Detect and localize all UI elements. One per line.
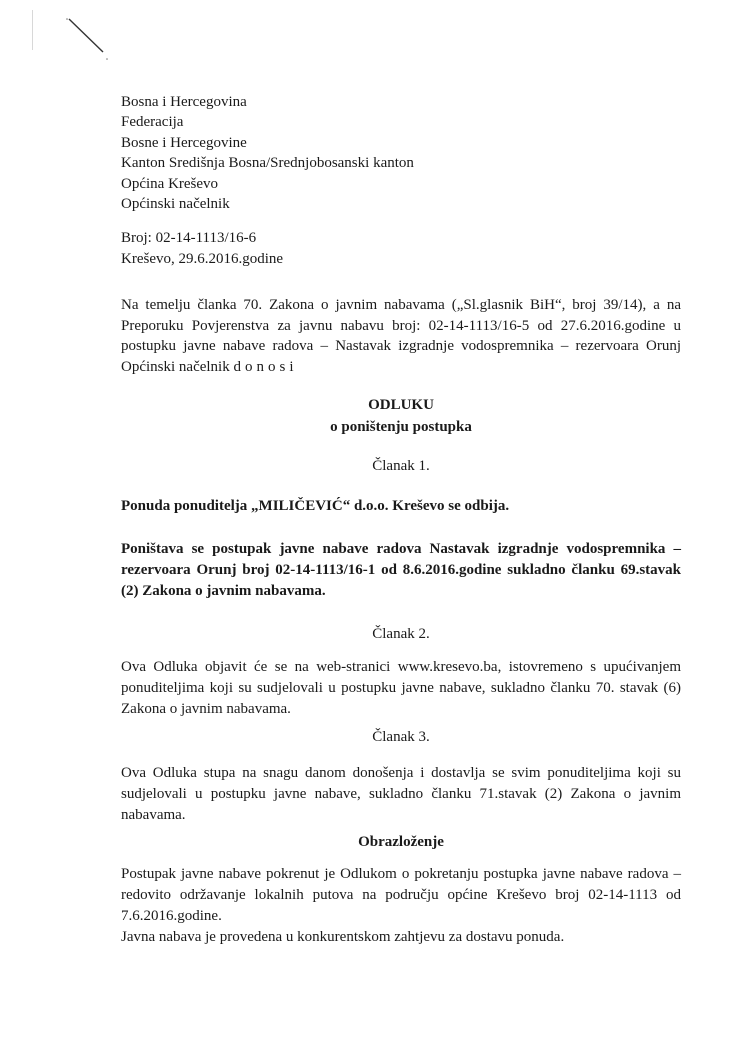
intro-line: Na temelju članka 70. Zakona o javnim nabavama („Sl.glasnik BiH“, broj 39/14), a na [121, 297, 681, 313]
header-line: Bosne i Hercegovine [121, 134, 247, 151]
article-1-heading: Članak 1. [372, 458, 430, 474]
article-3-line: sudjelovali u postupku javne nabave, sukladno članku 71.stavak (2) Zakona o javnim [121, 786, 681, 802]
header-line: Općina Kreševo [121, 175, 219, 192]
intro-line-prefix: Općinski načelnik [121, 358, 234, 375]
intro-paragraph [121, 295, 681, 377]
article-3-heading: Članak 3. [372, 729, 430, 745]
reasoning-line: Postupak javne nabave pokrenut je Odlukom o pokretanju postupka javne nabave radova – [121, 866, 681, 882]
article-2-line: Zakona o javnim nabavama. [121, 701, 291, 717]
article-2-paragraph [121, 657, 681, 720]
intro-verb: donosi [233, 358, 298, 375]
cancellation-line: (2) Zakona o javnim nabavama. [121, 583, 326, 599]
article-2-line: ponuditeljima koji su sudjelovali u postupku javne nabave, sukladno članku 70. stavak (6) [121, 680, 681, 696]
scan-edge-line [32, 10, 33, 50]
reference-number: Broj: 02-14-1113/16-6 [121, 230, 257, 246]
place-date: Kreševo, 29.6.2016.godine [121, 251, 284, 267]
reasoning-paragraph [121, 864, 681, 927]
reasoning-heading: Obrazloženje [358, 834, 444, 850]
header-line: Bosna i Hercegovina [121, 94, 247, 110]
reasoning-line: redovito održavanje lokalnih putova na području općine Kreševo broj 02-14-1113 od [121, 887, 681, 903]
rejection-line: Ponuda ponuditelja „MILIČEVIĆ“ d.o.o. Kreševo se odbija. [121, 498, 510, 514]
article-2-line: Ova Odluka objavit će se na web-stranici www.kresevo.ba, istovremeno s upućivanjem [121, 659, 681, 675]
reference-block [121, 228, 283, 270]
article-3-line: Ova Odluka stupa na snagu danom donošenja i dostavlja se svim ponuditeljima koji su [121, 765, 681, 781]
decision-title: ODLUKU [368, 397, 434, 413]
cancellation-line: Poništava se postupak javne nabave radova Nastavak izgradnje vodospremnika – [121, 541, 681, 557]
header-line: Općinski načelnik [121, 196, 230, 213]
issuer-header [121, 92, 414, 214]
article-3-paragraph [121, 763, 681, 826]
intro-line: Preporuku Povjerenstva za javnu nabavu broj: 02-14-1113/16-5 od 27.6.2016.godine u [121, 317, 681, 334]
intro-line [121, 357, 681, 378]
cancellation-line: rezervoara Orunj broj 02-14-1113/16-1 od 8.6.2016.godine sukladno članku 69.stavak [121, 562, 681, 578]
reasoning-line: 7.6.2016.godine. [121, 908, 222, 924]
header-line: Kanton Središnja Bosna/Srednjobosanski kanton [121, 155, 414, 172]
intro-line: postupku javne nabave radova – Nastavak izgradnje vodospremnika – rezervoara Orunj [121, 338, 681, 354]
header-line: Federacija [121, 114, 184, 131]
article-3-line: nabavama. [121, 807, 186, 823]
cancellation-paragraph [121, 539, 681, 602]
reasoning-final-line: Javna nabava je provedena u konkurentskom zahtjevu za dostavu ponuda. [121, 929, 565, 945]
pen-mark [60, 12, 112, 62]
decision-subtitle: o poništenju postupka [330, 419, 472, 435]
rejection-statement [121, 496, 681, 517]
article-2-heading: Članak 2. [372, 626, 430, 642]
